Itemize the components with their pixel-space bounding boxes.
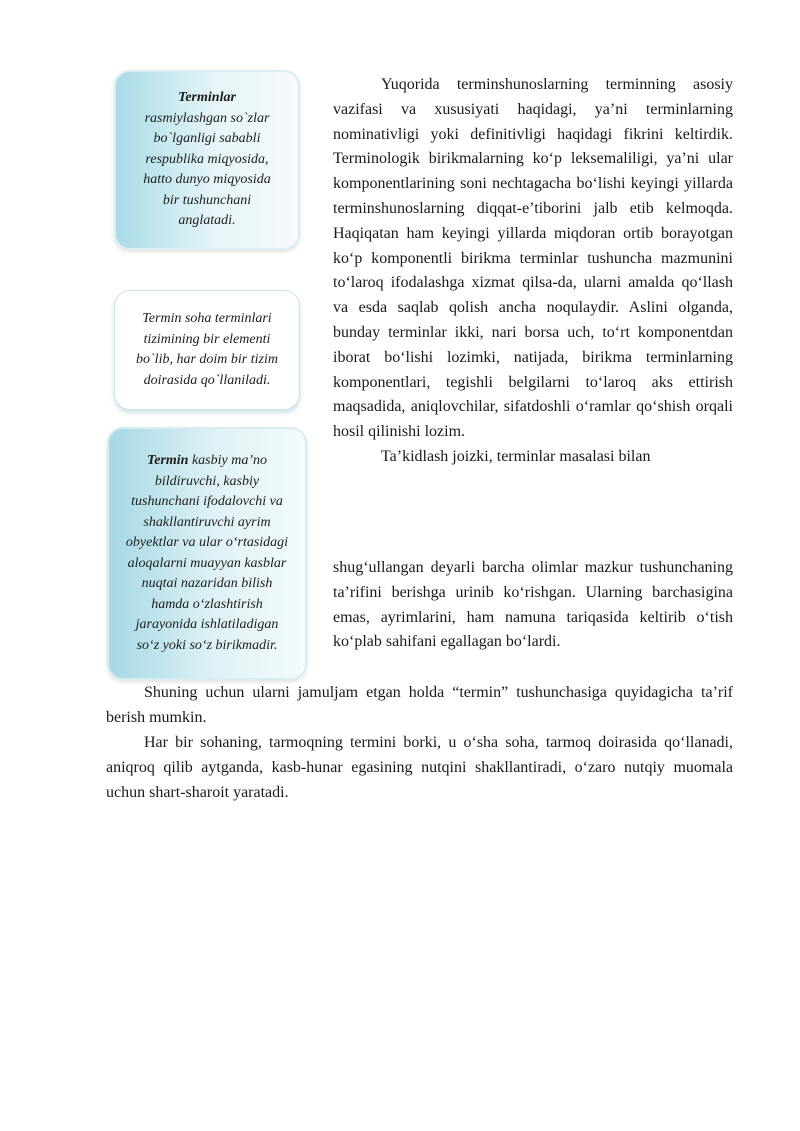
paragraph: Har bir sohaning, tarmoqning termini borki, u o‘sha soha, tarmoq doirasida qo‘llanadi, aniqroq qilib aytganda, kasb-hunar egasining nutqini shakllantiradi, o‘zaro nutqiy muomala uchun shart-sharoit yaratadi. [106, 734, 733, 801]
callout-bold-term: Termin [146, 453, 189, 468]
callout-text [125, 451, 289, 656]
paragraph: Ta’kidlash joizki, terminlar masalasi bilan [381, 447, 651, 465]
paragraph-continuation: shug‘ullangan deyarli barcha olimlar mazkur tushunchaning ta’rifini berishga urinib ko‘rishgan. Ularning barchasigina emas, ayrimlarini, ham namuna tariqasida keltirib o‘tish ko‘plab sahifani egallagan bo‘lardi. [333, 559, 733, 651]
callout-bold-term: Terminlar [178, 90, 236, 106]
paragraph: Yuqorida terminshunoslarning terminning asosiy vazifasi va xususiyati haqidagi, ya’ni terminlarning nominativligi yoki definitivligi haqidagi fikrini keltirdik. Terminologik birikmalarning ko‘p leksemaliligi, ya’ni ular komponentlarining soni nechtagacha bo‘lishi keyingi yillarda terminshunoslarning diqqat-e’tiborini jalb etib kelmoqda. Haqiqatan ham keyingi yillarda miqdoran ortib borayotgan ko‘p komponentli birikma terminlar tushuncha mazmunini to‘laroq ifodalashga xizmat qilsa-da, ularni amalda qo‘llash va esda saqlab qolish ancha noqulaydir. Aslini olganda, bunday terminlar ikki, nari borsa uch, to‘rt komponentdan iborat bo‘lishi lozimki, natijada, birikma terminlarning komponentlari, tegishli belgilarni to‘laroq aks ettirish maqsadida, aniqlovchilar, sifatdoshli o‘ramlar qo‘shish orqali hosil qilinishi lozim. [333, 76, 733, 441]
callout-body: rasmiylashgan so`zlar bo`lganligi sababli respublika miqyosida, hatto dunyo miqyosida bir tushunchani anglatadi. [143, 110, 271, 229]
definition-callout-termin-kasbiy [107, 427, 307, 680]
callout-body: kasbiy ma’no bildiruvchi, kasbiy tushunchani ifodalovchi va shakllantiruvchi ayrim obyektlar va ular o‘rtasidagi aloqalarni muayyan kasblar nuqtai nazaridan bilish hamda o‘zlashtirish jarayonida ishlatiladigan so‘z yoki so‘z birikmadir. [125, 453, 289, 653]
callout-body: Termin soha terminlari tizimining bir elementi bo`lib, har doim bir tizim doirasida qo`llaniladi. [136, 311, 278, 388]
body-column-bottom [333, 556, 733, 655]
body-full-width-1 [106, 681, 733, 731]
body-full-width-2 [106, 731, 733, 805]
definition-callout-termin-soha [114, 290, 300, 410]
callout-text [134, 88, 280, 232]
definition-callout-terminlar [114, 70, 300, 250]
body-column-top [333, 73, 733, 470]
paragraph: Shuning uchun ularni jamuljam etgan holda “termin” tushunchasiga quyidagicha ta’rif berish mumkin. [106, 684, 733, 726]
